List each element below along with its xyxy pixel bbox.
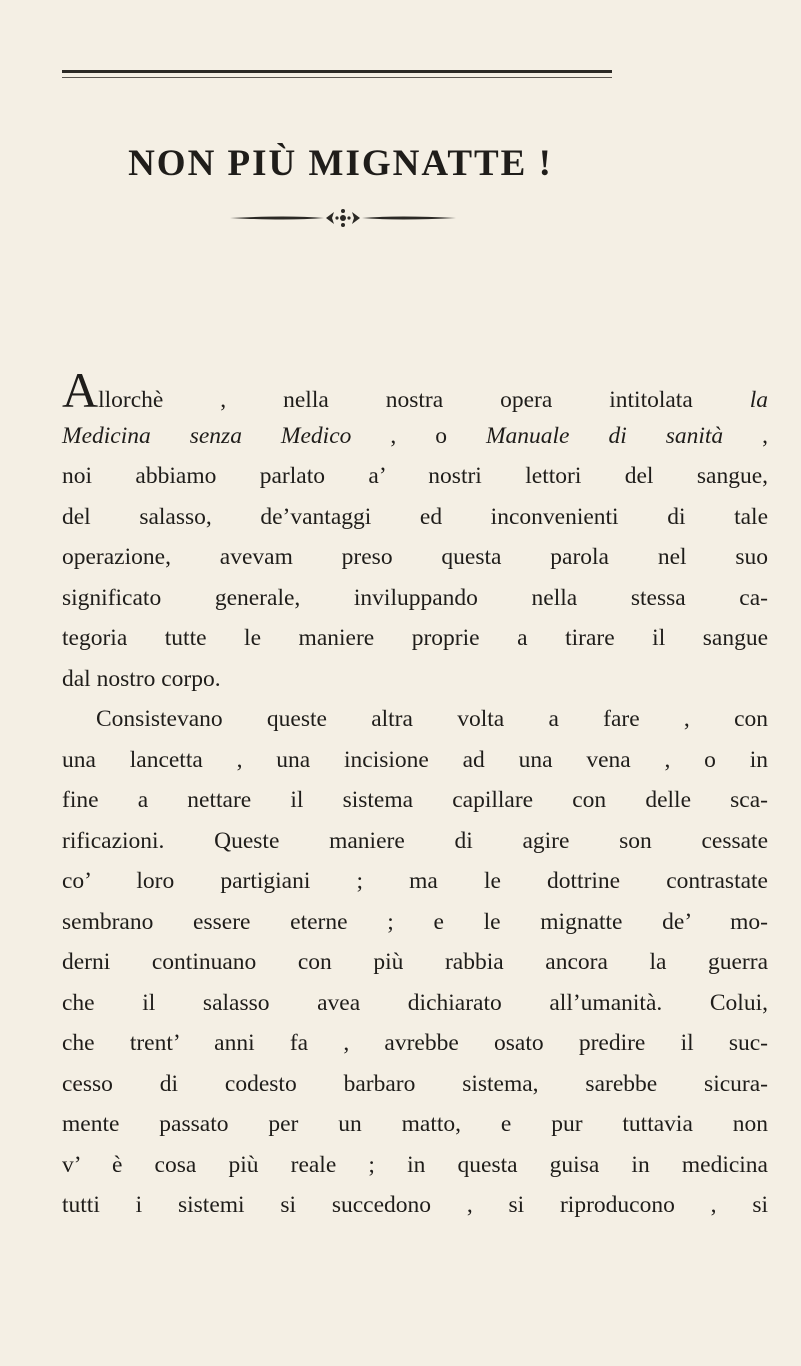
fleuron-ornament-icon bbox=[228, 207, 458, 229]
text-span: , bbox=[723, 422, 769, 449]
text-line: Consistevano queste altra volta a fare , con bbox=[96, 706, 768, 732]
text-line: tegoria tutte le maniere proprie a tirare il sangue bbox=[62, 625, 768, 651]
text-line bbox=[62, 362, 768, 418]
text-line: mente passato per un matto, e pur tuttavia non bbox=[62, 1111, 768, 1137]
text-line: co’ loro partigiani ; ma le dottrine contrastate bbox=[62, 868, 768, 894]
top-rule-thin bbox=[62, 77, 612, 78]
text-line: una lancetta , una incisione ad una vena , o in bbox=[62, 746, 768, 773]
text-line: fine a nettare il sistema capillare con delle sca- bbox=[62, 787, 768, 813]
text-line: v’ è cosa più reale ; in questa guisa in medicina bbox=[62, 1151, 768, 1178]
text-line: rificazioni. Queste maniere di agire son cessate bbox=[62, 827, 768, 854]
top-rule bbox=[62, 70, 612, 73]
page-title: NON PIÙ MIGNATTE ! bbox=[128, 143, 553, 184]
text-span: , o bbox=[351, 422, 486, 449]
drop-cap: A bbox=[62, 362, 99, 418]
text-line: cesso di codesto barbaro sistema, sarebbe sicura- bbox=[62, 1070, 768, 1097]
text-line: tutti i sistemi si succedono , si riproducono , si bbox=[62, 1192, 768, 1218]
text-span: llorchè , nella nostra opera intitolata bbox=[98, 387, 750, 413]
text-line: del salasso, de’vantaggi ed inconvenienti di tale bbox=[62, 503, 768, 530]
text-line: dal nostro corpo. bbox=[62, 665, 221, 692]
text-line: derni continuano con più rabbia ancora la guerra bbox=[62, 949, 768, 975]
text-line: che il salasso avea dichiarato all’umanità. Colui, bbox=[62, 989, 768, 1016]
text-line: che trent’ anni fa , avrebbe osato predire il suc- bbox=[62, 1030, 768, 1056]
text-line: operazione, avevam preso questa parola nel suo bbox=[62, 544, 768, 570]
body-text bbox=[62, 362, 769, 1226]
text-line: significato generale, inviluppando nella stessa ca- bbox=[62, 584, 768, 611]
text-line bbox=[62, 416, 768, 457]
text-line: noi abbiamo parlato a’ nostri lettori del sangue, bbox=[62, 463, 768, 489]
text-line: sembrano essere eterne ; e le mignatte de’ mo- bbox=[62, 908, 768, 935]
italic-text: Medicina senza Medico bbox=[62, 422, 352, 449]
italic-text: la bbox=[749, 387, 768, 413]
italic-text: Manuale di sanità bbox=[485, 422, 724, 449]
